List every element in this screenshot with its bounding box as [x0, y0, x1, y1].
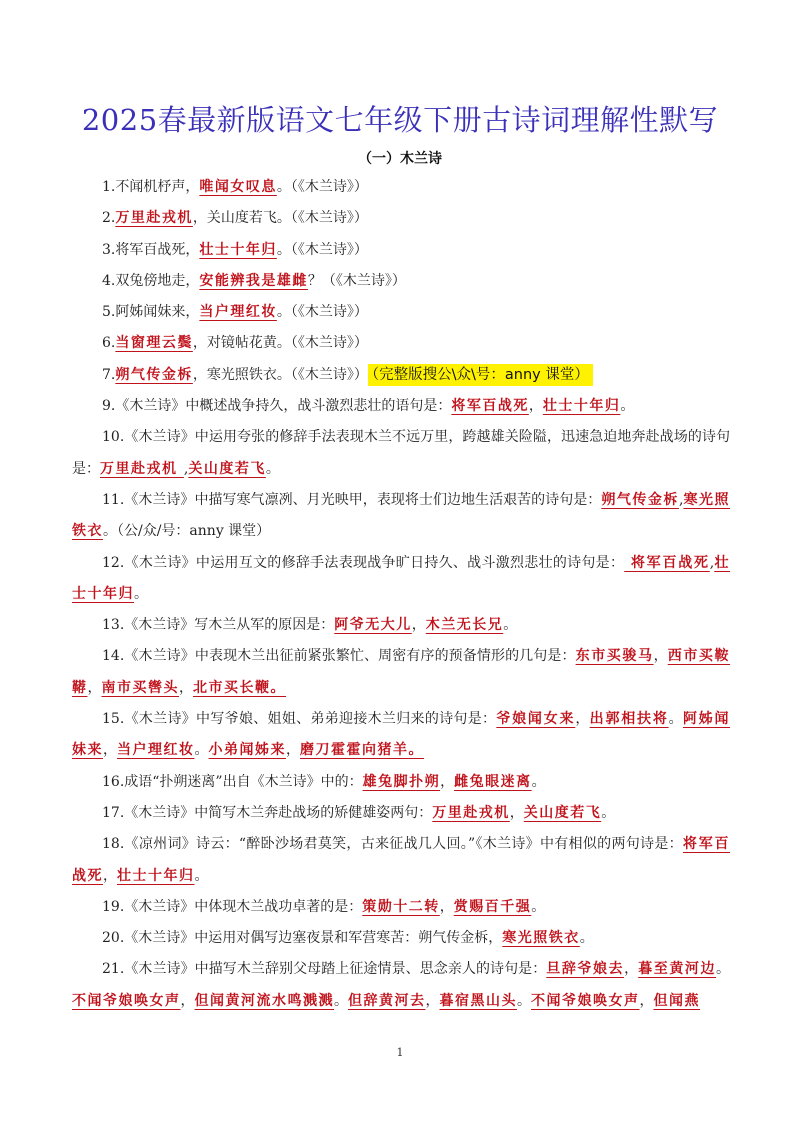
question-item [72, 767, 730, 798]
question-text: ， [286, 742, 300, 759]
question-text: ， [639, 992, 654, 1009]
answer-text: 关山度若飞 [188, 460, 266, 477]
question-text: 4.双兔傍地走， [102, 272, 200, 289]
question-text: 19.《木兰诗》中体现木兰战功卓著的是： [102, 898, 363, 915]
question-text: ， [440, 773, 455, 790]
question-text: ，寒光照铁衣。（《木兰诗》） [192, 366, 368, 383]
question-text: 18.《凉州词》诗云：“醉卧沙场君莫笑，古来征战几人回。”《木兰诗》中有相似的两句诗是： [102, 836, 683, 853]
question-text: , [709, 554, 715, 571]
question-text: ， [624, 961, 639, 978]
question-item [72, 172, 730, 203]
question-list [72, 172, 730, 1017]
answer-text: 唯闻女叹息 [199, 179, 277, 195]
answer-text: 赏赐百千强 [453, 898, 532, 915]
answer-text: 但闻黄河流水鸣溅溅 [194, 992, 334, 1009]
answer-text: 暮宿黑山头 [439, 992, 517, 1009]
question-item [72, 704, 730, 767]
question-text: 6. [102, 335, 116, 352]
answer-text: 寒光照铁衣 [502, 930, 580, 947]
question-text: 。 [531, 773, 546, 790]
question-item [72, 266, 730, 297]
answer-text: 朔气传金柝 [601, 491, 679, 508]
question-item [72, 829, 730, 892]
question-text: 12.《木兰诗》中运用互文的修辞手法表现战争旷日持久、战斗激烈悲壮的诗句是： [102, 554, 625, 571]
answer-text: 万里赴戎机 [432, 804, 510, 821]
question-text: 3.将军百战死， [102, 241, 200, 258]
answer-text: 策勋十二转 [362, 898, 440, 915]
question-item [72, 485, 730, 548]
question-text: ， [103, 742, 117, 759]
answer-text: 西市买鞍鞯 [72, 648, 731, 696]
answer-text: 阿爷无大儿 [334, 617, 412, 634]
answer-text: 万里赴戎机 [100, 460, 184, 477]
question-text: 21.《木兰诗》中描写木兰辞别父母踏上征途情景、思念亲人的诗句是： [102, 961, 547, 978]
question-text: 11.《木兰诗》中描写寒气凛冽、月光映甲，表现将士们边地生活艰苦的诗句是： [102, 491, 602, 508]
answer-text: 暮至黄河边 [638, 961, 717, 978]
question-text: 。 [503, 617, 518, 634]
question-text: 。（《木兰诗》） [276, 241, 368, 258]
answer-text: 阿姊闻妹来 [72, 711, 731, 759]
question-text: ， [528, 398, 543, 415]
answer-text: 当户理红妆 [199, 304, 277, 321]
question-text: 9.《木兰诗》中概述战争持久，战斗激烈悲壮的语句是： [102, 398, 452, 415]
question-text: 20.《木兰诗》中运用对偶写边塞夜景和军营寒苦：朔气传金柝， [102, 930, 503, 947]
question-text: 。 [334, 992, 348, 1009]
answer-text: 壮士十年归 [199, 241, 277, 258]
question-text: 。 [531, 898, 546, 915]
question-text: 。 [134, 585, 148, 602]
answer-text: 万里赴戎机 [115, 210, 193, 227]
answer-text: 壮士十年归 [542, 398, 621, 415]
question-text: 。 [194, 867, 209, 884]
question-text: ，对镜帖花黄。（《木兰诗》） [192, 335, 368, 352]
question-item [72, 203, 730, 234]
question-text: 2. [102, 210, 116, 227]
question-text: ，关山度若飞。（《木兰诗》） [192, 210, 368, 227]
question-text: 。（《木兰诗》） [276, 304, 368, 321]
question-text: 。（公/众/号：anny 课堂） [103, 523, 271, 540]
question-text: 。 [716, 961, 731, 978]
question-text: 15.《木兰诗》中写爷娘、姐姐、弟弟迎接木兰归来的诗句是： [102, 711, 497, 728]
question-item [72, 360, 730, 391]
section-heading: （一）木兰诗 [358, 151, 442, 167]
answer-text: 当窗理云鬓 [115, 335, 193, 352]
answer-text: 南市买辔头 [101, 679, 179, 696]
question-text: 。 [194, 742, 209, 759]
question-text: 。 [601, 804, 616, 821]
question-text: 14.《木兰诗》中表现木兰出征前紧张繁忙、周密有序的预备情形的几句是： [102, 648, 576, 665]
question-text: 16.成语“扑朔迷离”出自《木兰诗》中的： [102, 773, 363, 790]
answer-text: 当户理红妆 [117, 742, 195, 759]
answer-text: 将军百战死 [451, 398, 529, 415]
question-text: ， [425, 992, 440, 1009]
question-item [72, 923, 730, 954]
question-text: ， [180, 992, 195, 1009]
question-text: 7. [102, 366, 116, 383]
answer-text: 出郭相扶将 [589, 711, 669, 728]
question-text: ， [87, 679, 102, 696]
answer-text: 将军百战死 [72, 836, 731, 884]
answer-text: 雄兔脚扑朔 [362, 773, 441, 790]
question-text: ， [653, 648, 668, 665]
question-text: 5.阿姊闻妹来， [102, 304, 200, 321]
question-text: 17.《木兰诗》中简写木兰奔赴战场的矫健雄姿两句： [102, 804, 433, 821]
question-text: 10.《木兰诗》中运用夸张的修辞手法表现木兰不远万里，跨越雄关险隘，迅速急迫地奔赴战场的诗句是： [72, 429, 730, 477]
question-item [72, 954, 730, 1017]
answer-text: 安能辨我是雄雌 [199, 272, 308, 289]
question-item [72, 297, 730, 328]
answer-text: 东市买骏马 [575, 648, 654, 665]
question-text: 。 [265, 460, 280, 477]
question-text: ， [103, 867, 117, 884]
question-item [72, 422, 730, 485]
question-text: 1.不闻机杼声， [102, 179, 200, 195]
answer-text: 雌兔眼迷离 [454, 773, 532, 790]
answer-text: 但闻燕 [653, 992, 700, 1009]
question-item [72, 391, 730, 422]
question-item [72, 548, 730, 611]
question-item [72, 798, 730, 829]
answer-text: 旦辞爷娘去 [546, 961, 625, 978]
question-text: , [183, 460, 189, 477]
answer-text: 爷娘闻女来 [496, 711, 576, 728]
question-text: ， [439, 898, 454, 915]
answer-text: 不闻爷娘唤女声 [72, 992, 181, 1009]
page-number: 1 [396, 1046, 404, 1059]
question-text: 。 [579, 930, 594, 947]
question-text: 13.《木兰诗》写木兰从军的原因是： [102, 617, 335, 634]
answer-text: 将军百战死 [624, 554, 710, 571]
question-text: 。 [668, 711, 683, 728]
highlight-note: （完整版搜公\众\号：anny 课堂） [368, 364, 593, 386]
question-text: , [678, 491, 684, 508]
answer-text: 小弟闻姊来 [208, 742, 286, 759]
question-item [72, 328, 730, 359]
answer-text: 不闻爷娘唤女声 [531, 992, 640, 1009]
answer-text: 寒光照铁衣 [72, 491, 731, 540]
answer-text: 磨刀霍霍向猪羊。 [300, 742, 424, 759]
answer-text: 壮士十年归 [72, 554, 731, 602]
answer-text: 木兰无长兄 [425, 617, 504, 634]
answer-text: 壮士十年归 [117, 867, 195, 884]
question-text: ， [575, 711, 590, 728]
question-item [72, 610, 730, 641]
question-text: 。 [620, 398, 635, 415]
question-text: 。 [517, 992, 531, 1009]
question-text: 。（《木兰诗》） [276, 179, 368, 195]
question-text: ， [411, 617, 426, 634]
answer-text: 北市买长鞭。 [193, 679, 286, 696]
document-title: 2025春最新版语文七年级下册古诗词理解性默写 [81, 103, 719, 137]
question-text: ， [509, 804, 524, 821]
question-text: ？（《木兰诗》） [307, 272, 406, 289]
answer-text: 关山度若飞 [523, 804, 602, 821]
answer-text: 但辞黄河去 [348, 992, 426, 1009]
question-item [72, 235, 730, 266]
question-item [72, 892, 730, 923]
question-text: ， [179, 679, 193, 696]
question-item [72, 641, 730, 704]
answer-text: 朔气传金柝 [115, 366, 193, 383]
